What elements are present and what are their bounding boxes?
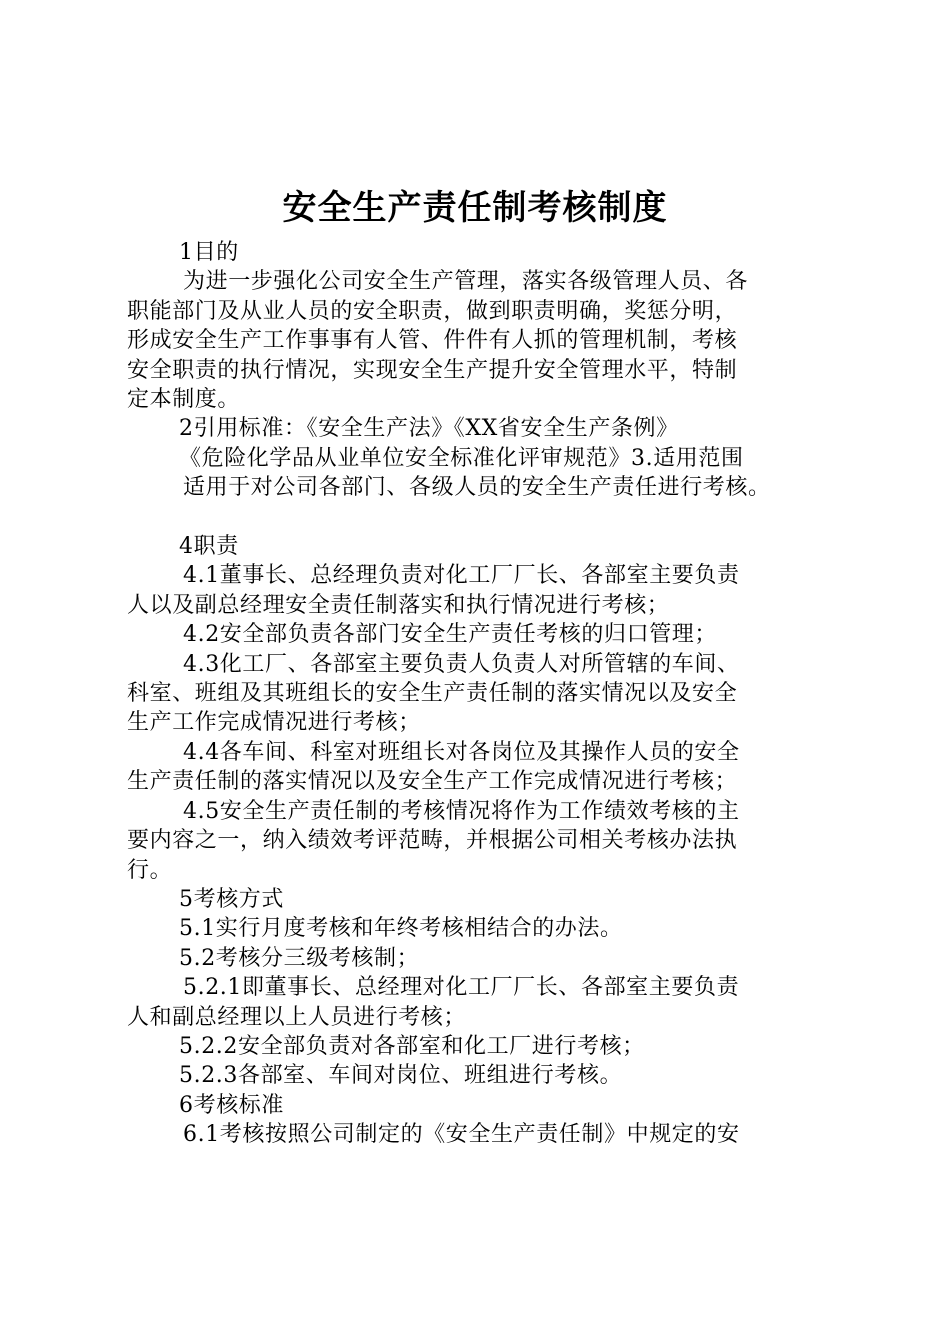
paragraph-line: 5.1实行月度考核和年终考核相结合的办法。 xyxy=(179,916,623,942)
paragraph-line: 为进一步强化公司安全生产管理，落实各级管理人员、各 xyxy=(183,269,749,295)
paragraph-line: 4.3化工厂、各部室主要负责人负责人对所管辖的车间、 xyxy=(183,651,740,677)
paragraph-line: 6.1考核按照公司制定的《安全生产责任制》中规定的安 xyxy=(183,1122,740,1148)
paragraph-line: 人以及副总经理安全责任制落实和执行情况进行考核； xyxy=(127,592,670,618)
paragraph-line: 生产责任制的落实情况以及安全生产工作完成情况进行考核； xyxy=(127,769,738,795)
paragraph-line: 4.2安全部负责各部门安全生产责任考核的归口管理； xyxy=(183,622,717,648)
section-heading: 6考核标准 xyxy=(179,1092,284,1118)
paragraph-line: 职能部门及从业人员的安全职责，做到职责明确，奖惩分明， xyxy=(127,298,738,324)
document-title: 安全生产责任制考核制度 xyxy=(282,188,668,228)
paragraph-line: 5.2.3各部室、车间对岗位、班组进行考核。 xyxy=(179,1063,623,1089)
paragraph-line: 2引用标准：《安全生产法》《XX省安全生产条例》 xyxy=(179,416,679,442)
paragraph-line: 4.4各车间、科室对班组长对各岗位及其操作人员的安全 xyxy=(183,739,740,765)
paragraph-line: 人和副总经理以上人员进行考核； xyxy=(127,1004,467,1030)
paragraph-line: 要内容之一，纳入绩效考评范畴，并根据公司相关考核办法执 xyxy=(127,828,738,854)
paragraph-line: 定本制度。 xyxy=(127,387,241,413)
paragraph-line: 安全职责的执行情况，实现安全生产提升安全管理水平，特制 xyxy=(127,357,738,383)
paragraph-line: 形成安全生产工作事事有人管、件件有人抓的管理机制，考核 xyxy=(127,328,738,354)
paragraph-line: 5.2考核分三级考核制； xyxy=(179,945,420,971)
paragraph-line: 生产工作完成情况进行考核； xyxy=(127,710,421,736)
paragraph-line: 适用于对公司各部门、各级人员的安全生产责任进行考核。 xyxy=(183,475,771,501)
section-heading: 4职责 xyxy=(179,534,239,560)
document-body xyxy=(127,238,837,1150)
paragraph-line: 科室、班组及其班组长的安全生产责任制的落实情况以及安全 xyxy=(127,681,738,707)
section-heading: 5考核方式 xyxy=(179,886,284,912)
blank-line xyxy=(127,503,837,532)
section-heading: 1目的 xyxy=(179,240,239,265)
paragraph-line: 5.2.2安全部负责对各部室和化工厂进行考核； xyxy=(179,1033,645,1059)
paragraph-line: 5.2.1即董事长、总经理对化工厂厂长、各部室主要负责 xyxy=(183,975,740,1001)
paragraph-line: 4.1董事长、总经理负责对化工厂厂长、各部室主要负责 xyxy=(183,563,740,589)
paragraph-line: 行。 xyxy=(127,857,173,883)
paragraph-line: 《危险化学品从业单位安全标准化评审规范》3.适用范围 xyxy=(179,445,744,471)
paragraph-line: 4.5安全生产责任制的考核情况将作为工作绩效考核的主 xyxy=(183,798,740,824)
